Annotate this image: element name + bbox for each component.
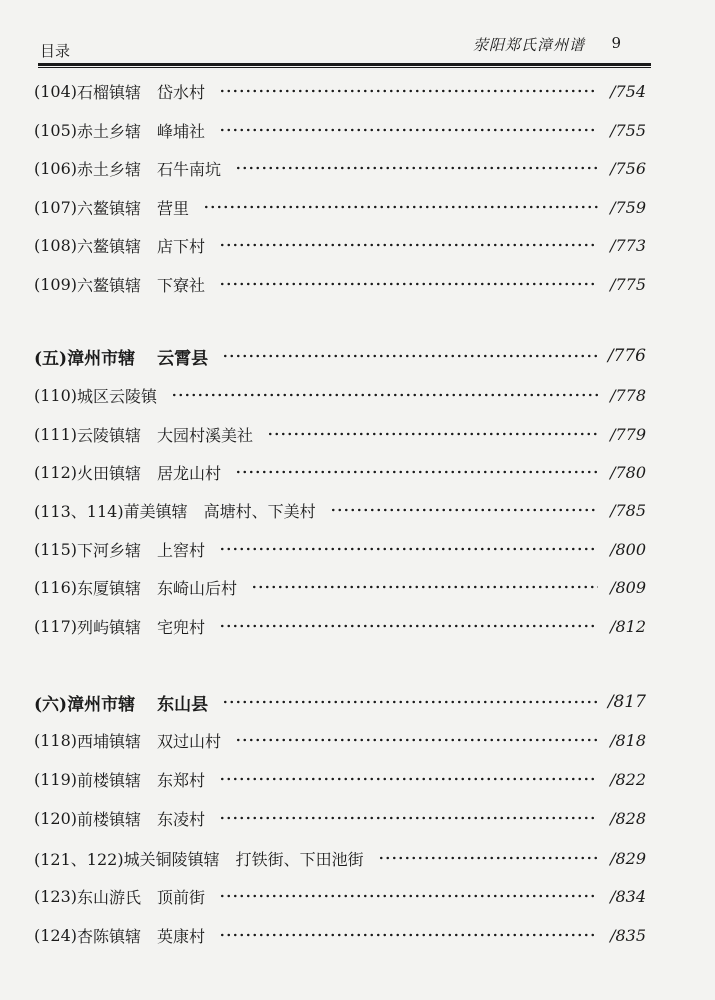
entry-page-number: /754 — [610, 81, 646, 101]
dot-leader — [378, 856, 598, 860]
entry-page-number: /785 — [610, 500, 646, 520]
entry-number: (109) — [34, 274, 78, 294]
entry-village: 店下村 — [157, 236, 206, 256]
dot-leader — [219, 933, 598, 937]
entry-page-number: /822 — [610, 769, 646, 789]
entry-page-number: /817 — [607, 692, 646, 712]
dot-leader — [235, 470, 598, 474]
entry-town: 东山游氏 — [77, 887, 142, 907]
entry-town: 赤土乡辖 — [77, 159, 142, 179]
entry-village: 上窖村 — [157, 540, 206, 560]
toc-entry — [34, 382, 646, 408]
entry-town: 东厦镇辖 — [77, 578, 142, 598]
entry-page-number: /828 — [610, 808, 646, 828]
dot-leader — [219, 624, 598, 628]
entry-village: 东崎山后村 — [157, 578, 238, 598]
entry-number: (104) — [34, 81, 78, 101]
entry-village: 营里 — [157, 198, 190, 218]
entry-town: 城区云陵镇 — [77, 386, 158, 406]
entry-village: 顶前街 — [157, 887, 206, 907]
entry-village: 宅兜村 — [157, 617, 206, 637]
dot-leader — [267, 432, 598, 436]
toc-entry — [34, 574, 646, 600]
dot-leader — [219, 128, 598, 132]
page-number: 9 — [611, 34, 621, 52]
toc-entry — [34, 497, 646, 523]
toc-entry — [34, 271, 646, 297]
entry-number: (119) — [34, 769, 78, 789]
entry-village: 峰埔社 — [157, 121, 206, 141]
entry-page-number: /779 — [610, 424, 646, 444]
entry-town: 城关铜陵镇辖 — [123, 849, 220, 869]
entry-number: (105) — [34, 120, 78, 140]
entry-number: (110) — [34, 385, 78, 405]
dot-leader — [219, 894, 598, 898]
header-rule-thin — [38, 67, 651, 68]
entry-number: (115) — [34, 539, 78, 559]
toc-entry — [34, 78, 646, 104]
entry-town: 漳州市辖 — [67, 694, 136, 715]
entry-number: (六) — [34, 694, 68, 715]
dot-leader — [219, 243, 598, 247]
dot-leader — [235, 738, 598, 742]
entry-number: (112) — [34, 462, 78, 482]
page-header — [38, 30, 653, 64]
entry-town: 杏陈镇辖 — [77, 926, 142, 946]
toc-entry — [34, 805, 646, 831]
entry-town: 前楼镇辖 — [77, 809, 142, 829]
entry-page-number: /818 — [610, 730, 646, 750]
toc-entry — [34, 459, 646, 485]
entry-number: (121、122) — [34, 849, 124, 869]
dot-leader — [222, 354, 598, 358]
entry-number: (五) — [34, 348, 68, 369]
entry-number: (107) — [34, 197, 78, 217]
entry-village: 英康村 — [157, 926, 206, 946]
entry-village: 云霄县 — [157, 348, 209, 369]
toc-entry — [34, 845, 646, 871]
entry-town: 漳州市辖 — [67, 348, 136, 369]
entry-village: 居龙山村 — [157, 463, 222, 483]
toc-entry — [34, 727, 646, 753]
entry-town: 火田镇辖 — [77, 463, 142, 483]
entry-page-number: /755 — [610, 120, 646, 140]
toc-entry — [34, 613, 646, 639]
entry-page-number: /778 — [610, 385, 646, 405]
entry-page-number: /780 — [610, 462, 646, 482]
toc-entry — [34, 536, 646, 562]
dot-leader — [219, 777, 598, 781]
entry-page-number: /829 — [610, 848, 646, 868]
entry-village: 大园村溪美社 — [157, 425, 254, 445]
dot-leader — [219, 282, 598, 286]
entry-town: 六鳌镇辖 — [77, 275, 142, 295]
section-label: 目录 — [40, 42, 71, 60]
entry-town: 六鳌镇辖 — [77, 198, 142, 218]
entry-page-number: /812 — [610, 616, 646, 636]
entry-village: 东郑村 — [157, 770, 206, 790]
entry-village: 东山县 — [157, 694, 209, 715]
entry-village: 石牛南坑 — [157, 159, 222, 179]
dot-leader — [219, 89, 598, 93]
dot-leader — [171, 393, 598, 397]
entry-village: 双过山村 — [157, 731, 222, 751]
toc-section-heading — [34, 689, 646, 715]
entry-village: 打铁街、下田池街 — [235, 849, 364, 869]
entry-number: (111) — [34, 424, 78, 444]
entry-village: 东凌村 — [157, 809, 206, 829]
entry-village: 高塘村、下美村 — [203, 501, 316, 521]
dot-leader — [251, 585, 598, 589]
entry-page-number: /773 — [610, 235, 646, 255]
entry-number: (117) — [34, 616, 78, 636]
toc-entry — [34, 232, 646, 258]
entry-number: (113、114) — [34, 501, 124, 521]
entry-number: (118) — [34, 730, 78, 750]
toc-entry — [34, 155, 646, 181]
toc-entry — [34, 766, 646, 792]
dot-leader — [219, 547, 598, 551]
entry-town: 下河乡辖 — [77, 540, 142, 560]
header-rule — [38, 63, 651, 66]
toc-entry — [34, 117, 646, 143]
entry-town: 六鳌镇辖 — [77, 236, 142, 256]
entry-village: 下寮社 — [157, 275, 206, 295]
toc-section-heading — [34, 343, 646, 369]
dot-leader — [235, 166, 598, 170]
entry-number: (123) — [34, 886, 78, 906]
entry-town: 列屿镇辖 — [77, 617, 142, 637]
entry-number: (116) — [34, 577, 78, 597]
entry-page-number: /809 — [610, 577, 646, 597]
dot-leader — [203, 205, 598, 209]
entry-page-number: /800 — [610, 539, 646, 559]
entry-town: 前楼镇辖 — [77, 770, 142, 790]
entry-town: 西埔镇辖 — [77, 731, 142, 751]
entry-village: 岱水村 — [157, 82, 206, 102]
entry-town: 云陵镇辖 — [77, 425, 142, 445]
entry-number: (120) — [34, 808, 78, 828]
entry-town: 赤土乡辖 — [77, 121, 142, 141]
entry-page-number: /759 — [610, 197, 646, 217]
entry-page-number: /834 — [610, 886, 646, 906]
toc-entry — [34, 883, 646, 909]
entry-number: (108) — [34, 235, 78, 255]
entry-town: 石榴镇辖 — [77, 82, 142, 102]
entry-page-number: /835 — [610, 925, 646, 945]
entry-number: (106) — [34, 158, 78, 178]
dot-leader — [330, 508, 598, 512]
entry-number: (124) — [34, 925, 78, 945]
entry-page-number: /756 — [610, 158, 646, 178]
toc-entry — [34, 194, 646, 220]
dot-leader — [219, 816, 598, 820]
entry-page-number: /775 — [610, 274, 646, 294]
toc-entry — [34, 421, 646, 447]
book-title: 荥阳郑氏漳州谱 — [472, 36, 585, 54]
entry-town: 莆美镇辖 — [123, 501, 188, 521]
entry-page-number: /776 — [607, 346, 646, 366]
toc-entry — [34, 922, 646, 948]
dot-leader — [222, 700, 598, 704]
